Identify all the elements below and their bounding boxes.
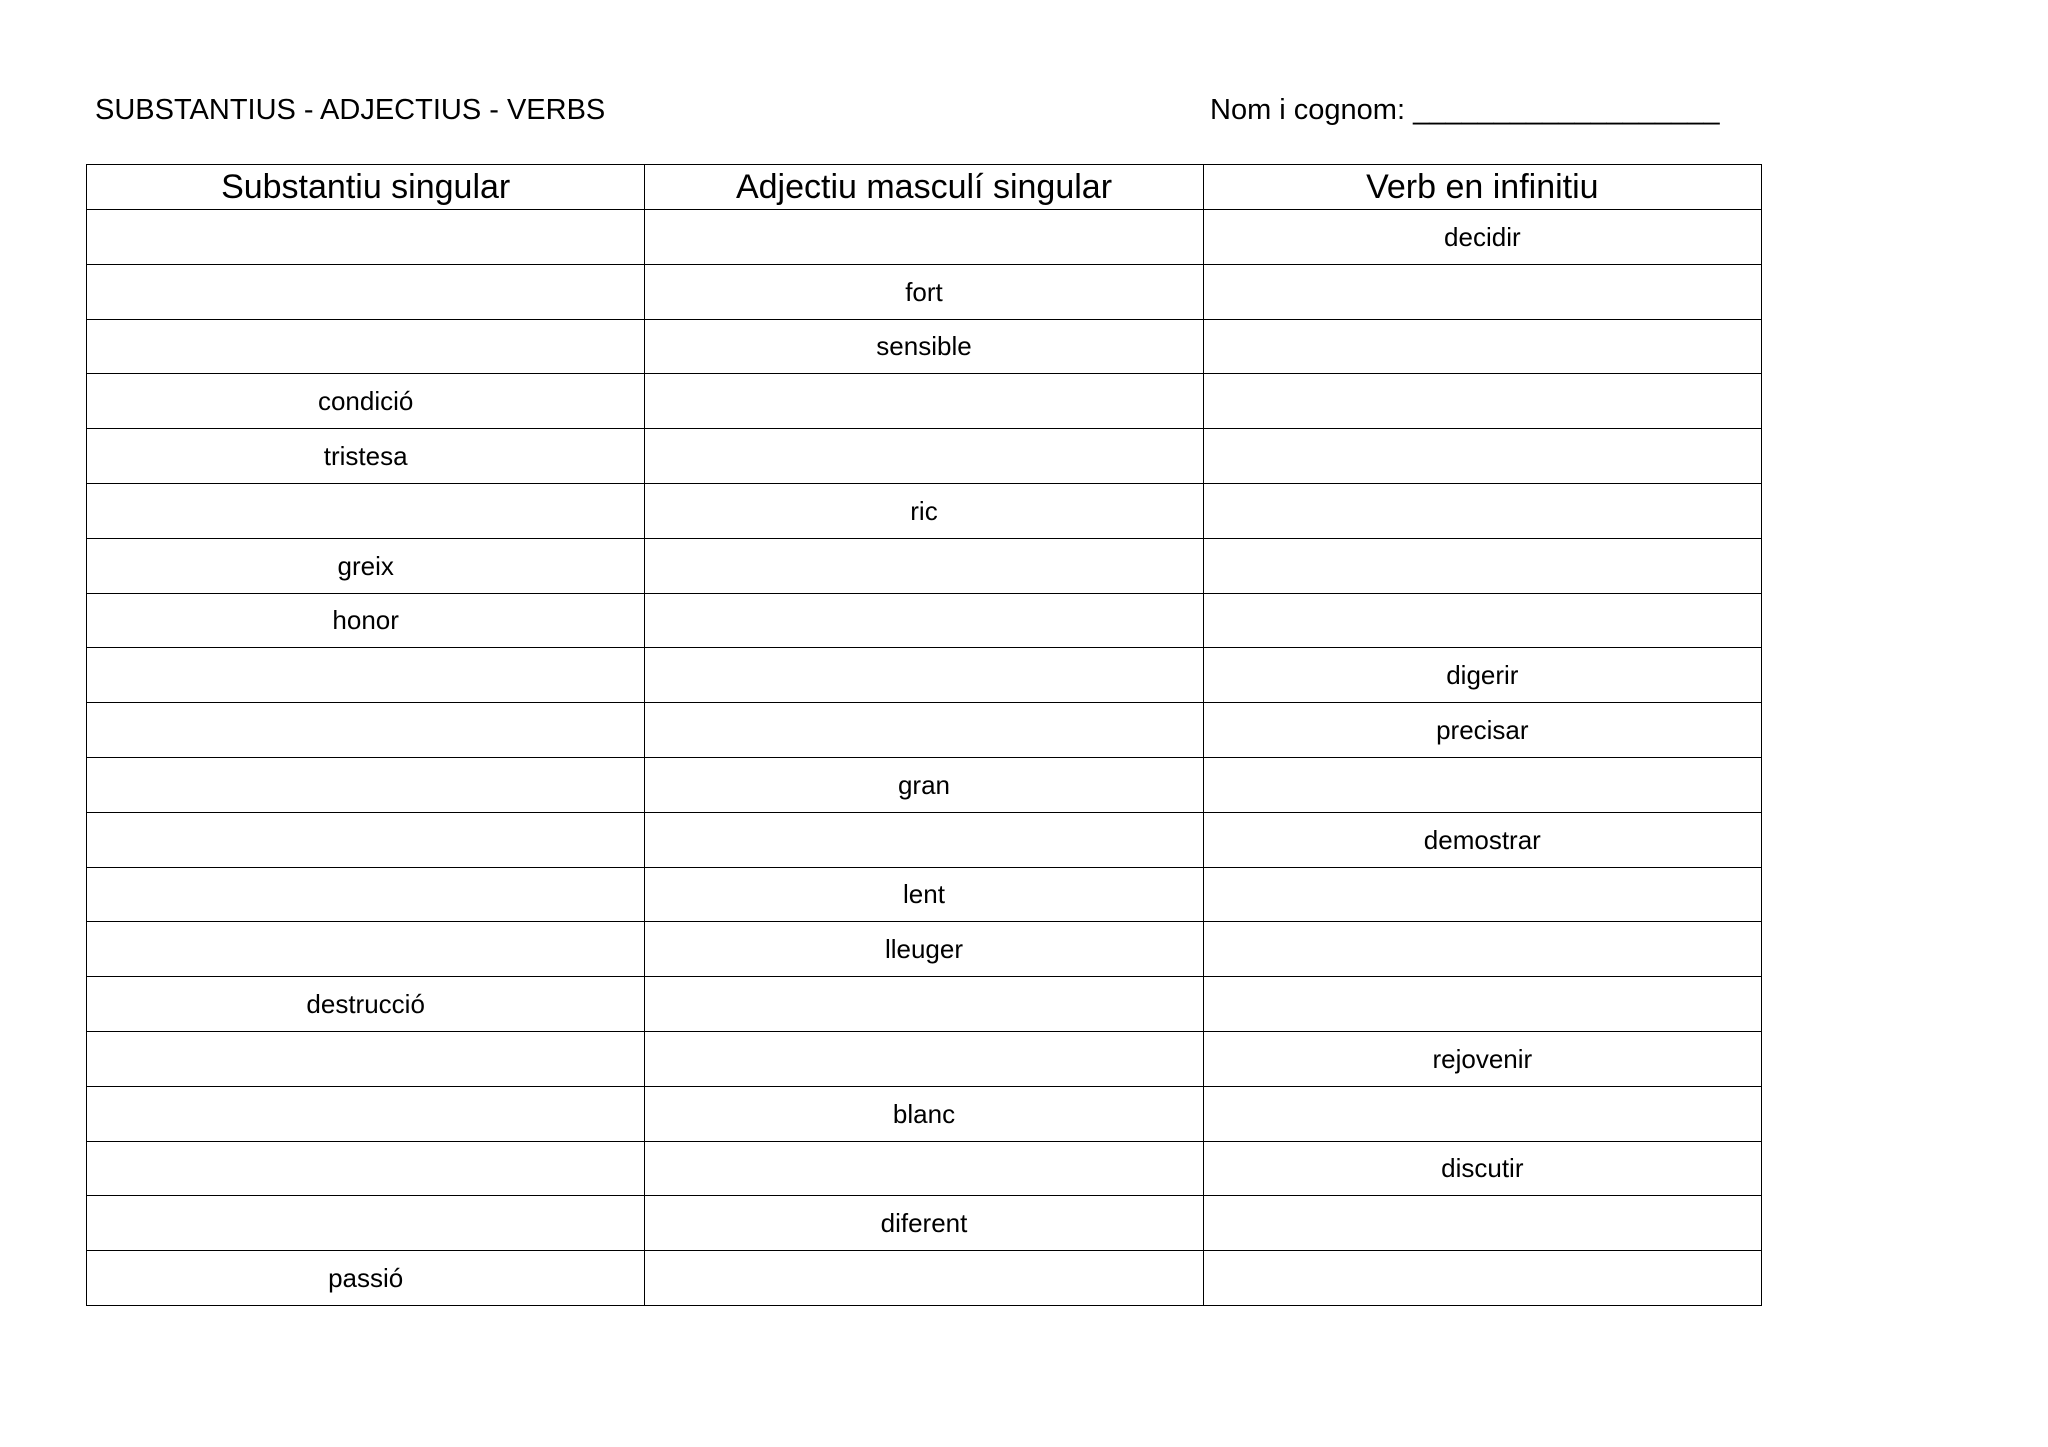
noun-cell[interactable] bbox=[87, 210, 645, 265]
adjective-cell[interactable] bbox=[645, 1141, 1203, 1196]
verb-cell[interactable] bbox=[1203, 867, 1761, 922]
verb-cell[interactable] bbox=[1203, 429, 1761, 484]
noun-cell[interactable] bbox=[87, 1141, 645, 1196]
noun-cell: condició bbox=[87, 374, 645, 429]
table-header-row bbox=[87, 165, 1762, 210]
table-row bbox=[87, 812, 1762, 867]
verb-cell[interactable] bbox=[1203, 1251, 1761, 1306]
verb-cell[interactable] bbox=[1203, 977, 1761, 1032]
name-field-label: Nom i cognom: ___________________ bbox=[1210, 94, 1720, 126]
worksheet-table bbox=[86, 164, 1762, 1306]
table-row bbox=[87, 319, 1762, 374]
table-row bbox=[87, 593, 1762, 648]
verb-cell: decidir bbox=[1203, 210, 1761, 265]
table-row bbox=[87, 429, 1762, 484]
table-row bbox=[87, 1141, 1762, 1196]
table-row bbox=[87, 1196, 1762, 1251]
table-row bbox=[87, 977, 1762, 1032]
noun-cell[interactable] bbox=[87, 319, 645, 374]
table-row bbox=[87, 757, 1762, 812]
adjective-cell[interactable] bbox=[645, 210, 1203, 265]
adjective-cell[interactable] bbox=[645, 1251, 1203, 1306]
adjective-cell: diferent bbox=[645, 1196, 1203, 1251]
noun-cell[interactable] bbox=[87, 1031, 645, 1086]
verb-cell: demostrar bbox=[1203, 812, 1761, 867]
noun-cell[interactable] bbox=[87, 1196, 645, 1251]
adjective-cell: lent bbox=[645, 867, 1203, 922]
noun-cell[interactable] bbox=[87, 922, 645, 977]
table-row bbox=[87, 264, 1762, 319]
verb-cell[interactable] bbox=[1203, 319, 1761, 374]
noun-cell[interactable] bbox=[87, 648, 645, 703]
adjective-cell: gran bbox=[645, 757, 1203, 812]
adjective-cell[interactable] bbox=[645, 1031, 1203, 1086]
table-row bbox=[87, 648, 1762, 703]
noun-cell[interactable] bbox=[87, 264, 645, 319]
column-header-adjective: Adjectiu masculí singular bbox=[645, 165, 1203, 210]
table-row bbox=[87, 538, 1762, 593]
table-body bbox=[87, 210, 1762, 1306]
noun-cell[interactable] bbox=[87, 867, 645, 922]
verb-cell[interactable] bbox=[1203, 538, 1761, 593]
adjective-cell: ric bbox=[645, 483, 1203, 538]
verb-cell[interactable] bbox=[1203, 483, 1761, 538]
table-row bbox=[87, 922, 1762, 977]
noun-cell: honor bbox=[87, 593, 645, 648]
adjective-cell[interactable] bbox=[645, 593, 1203, 648]
verb-cell[interactable] bbox=[1203, 264, 1761, 319]
table-row bbox=[87, 867, 1762, 922]
adjective-cell[interactable] bbox=[645, 429, 1203, 484]
noun-cell[interactable] bbox=[87, 757, 645, 812]
noun-cell[interactable] bbox=[87, 812, 645, 867]
noun-cell: greix bbox=[87, 538, 645, 593]
adjective-cell: blanc bbox=[645, 1086, 1203, 1141]
noun-cell[interactable] bbox=[87, 483, 645, 538]
verb-cell[interactable] bbox=[1203, 374, 1761, 429]
table-row bbox=[87, 374, 1762, 429]
verb-cell[interactable] bbox=[1203, 922, 1761, 977]
document-title: SUBSTANTIUS - ADJECTIUS - VERBS bbox=[95, 94, 606, 126]
table-row bbox=[87, 1031, 1762, 1086]
verb-cell[interactable] bbox=[1203, 1086, 1761, 1141]
verb-cell: rejovenir bbox=[1203, 1031, 1761, 1086]
noun-cell[interactable] bbox=[87, 703, 645, 758]
adjective-cell[interactable] bbox=[645, 703, 1203, 758]
noun-cell: passió bbox=[87, 1251, 645, 1306]
noun-cell: tristesa bbox=[87, 429, 645, 484]
adjective-cell: sensible bbox=[645, 319, 1203, 374]
table-row bbox=[87, 210, 1762, 265]
adjective-cell: lleuger bbox=[645, 922, 1203, 977]
table-row bbox=[87, 1086, 1762, 1141]
verb-cell[interactable] bbox=[1203, 1196, 1761, 1251]
adjective-cell[interactable] bbox=[645, 374, 1203, 429]
verb-cell[interactable] bbox=[1203, 593, 1761, 648]
verb-cell: discutir bbox=[1203, 1141, 1761, 1196]
adjective-cell[interactable] bbox=[645, 812, 1203, 867]
noun-cell: destrucció bbox=[87, 977, 645, 1032]
column-header-noun: Substantiu singular bbox=[87, 165, 645, 210]
column-header-verb: Verb en infinitiu bbox=[1203, 165, 1761, 210]
table-row bbox=[87, 1251, 1762, 1306]
noun-cell[interactable] bbox=[87, 1086, 645, 1141]
adjective-cell[interactable] bbox=[645, 538, 1203, 593]
adjective-cell[interactable] bbox=[645, 977, 1203, 1032]
adjective-cell[interactable] bbox=[645, 648, 1203, 703]
verb-cell: precisar bbox=[1203, 703, 1761, 758]
verb-cell: digerir bbox=[1203, 648, 1761, 703]
adjective-cell: fort bbox=[645, 264, 1203, 319]
table-row bbox=[87, 483, 1762, 538]
verb-cell[interactable] bbox=[1203, 757, 1761, 812]
table-row bbox=[87, 703, 1762, 758]
